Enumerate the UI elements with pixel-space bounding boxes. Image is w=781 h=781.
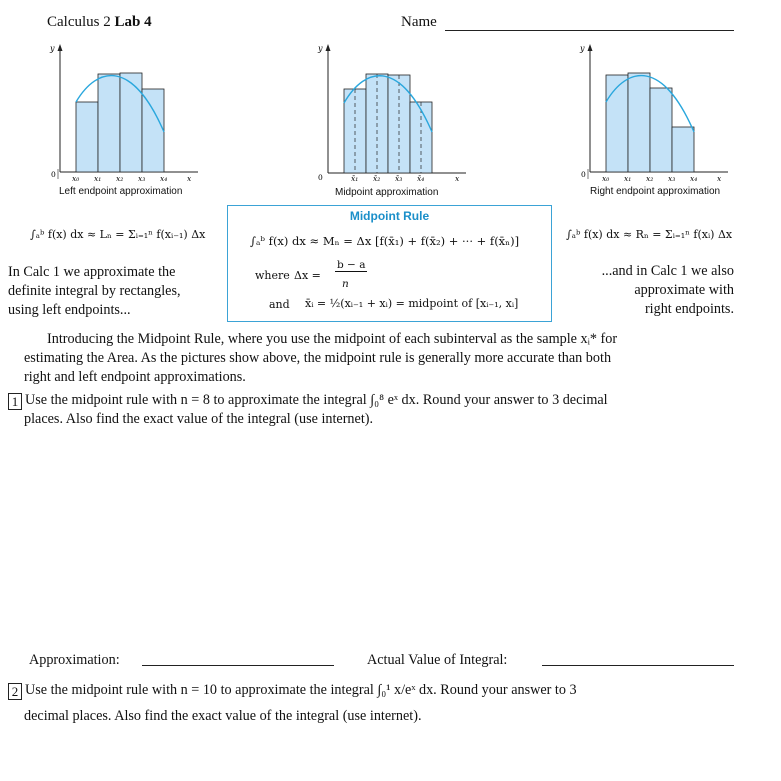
approximation-field[interactable] <box>142 665 334 666</box>
midpoint-graph <box>306 40 476 185</box>
y-axis-arrow <box>588 44 593 51</box>
right-tick-1: x₁ <box>624 174 632 183</box>
lab-title: Lab 4 <box>114 14 152 30</box>
right-note-line-3: right endpoints. <box>644 301 734 317</box>
right-rect-3 <box>650 88 672 172</box>
left-note-line-1: In Calc 1 we approximate the <box>8 264 176 280</box>
right-rect-2 <box>628 73 650 172</box>
mid-tick-x: x <box>455 174 460 183</box>
delta-x-label: Δx = <box>294 269 321 282</box>
right-rect-4 <box>672 127 694 172</box>
left-tick-3: x₃ <box>138 174 146 183</box>
delta-x-numerator: b − a <box>337 259 366 271</box>
right-note <box>560 262 734 319</box>
intro-paragraph <box>24 330 736 387</box>
left-tick-0: x₀ <box>72 174 80 183</box>
problem-1-number: 1 <box>8 393 22 410</box>
problem-2-line-1 <box>8 677 738 703</box>
left-caption: Left endpoint approximation <box>59 186 183 197</box>
midpoint-formula: ∫ₐᵇ f(x) dx ≈ Mₙ = Δx [f(x̄₁) + f(x̄₂) + ··· + f(x̄ₙ)] <box>250 234 520 248</box>
actual-value-field[interactable] <box>542 665 734 666</box>
right-note-line-2: approximate with <box>634 282 734 298</box>
left-tick-4: x₄ <box>160 174 168 183</box>
problem-1-line-2: places. Also find the exact value of the integral (use internet). <box>24 411 374 427</box>
left-note <box>8 263 181 320</box>
origin-label: 0 <box>581 170 586 179</box>
left-rect-4 <box>142 89 164 172</box>
middle-caption: Midpoint approximation <box>335 187 439 198</box>
right-tick-0: x₀ <box>602 174 610 183</box>
left-tick-2: x₂ <box>116 174 124 183</box>
midpoint-rule-box <box>227 205 552 322</box>
right-rect-1 <box>606 75 628 172</box>
left-endpoint-graph <box>38 40 208 185</box>
name-field[interactable] <box>445 30 734 31</box>
right-tick-2: x₂ <box>646 174 654 183</box>
left-tick-1: x₁ <box>94 174 102 183</box>
delta-x-denominator: n <box>342 278 349 290</box>
problem-2-text: Use the midpoint rule with n = 10 to approximate the integral ∫₀¹ x/eˣ dx. Round your answer to 3 <box>25 682 577 698</box>
right-tick-x: x <box>717 174 722 183</box>
intro-line-2: estimating the Area. As the pictures show above, the midpoint rule is generally more accurate than both <box>24 350 612 366</box>
page-title <box>47 14 152 31</box>
origin-label: 0 <box>51 170 56 179</box>
intro-line-3: right and left endpoint approximations. <box>24 369 246 385</box>
mid-tick-1: x̄₁ <box>351 174 359 183</box>
and-label: and <box>269 298 290 311</box>
approximation-label: Approximation: <box>29 652 120 668</box>
y-axis-label: y <box>50 44 55 53</box>
name-label: Name <box>401 14 437 30</box>
mid-tick-2: x̄₂ <box>373 174 381 183</box>
left-note-line-2: definite integral by rectangles, <box>8 283 181 299</box>
problem-1-text: Use the midpoint rule with n = 8 to approximate the integral ∫₀⁸ eˣ dx. Round your answer to 3 decimal <box>25 392 608 408</box>
y-axis-label: y <box>318 44 323 53</box>
problem-2 <box>8 677 738 729</box>
problem-1-line-1 <box>8 391 738 410</box>
left-note-line-3: using left endpoints... <box>8 302 131 318</box>
right-tick-3: x₃ <box>668 174 676 183</box>
right-caption: Right endpoint approximation <box>590 186 721 197</box>
right-tick-4: x₄ <box>690 174 698 183</box>
problem-2-number: 2 <box>8 683 22 700</box>
course-title: Calculus 2 <box>47 14 111 30</box>
left-rect-3 <box>120 73 142 172</box>
midpoint-rule-title: Midpoint Rule <box>349 209 430 223</box>
actual-value-label: Actual Value of Integral: <box>367 652 508 668</box>
midpoint-definition: x̄ᵢ = ½(xᵢ₋₁ + xᵢ) = midpoint of [xᵢ₋₁, xᵢ] <box>305 297 519 310</box>
problem-2-line-2: decimal places. Also find the exact value of the integral (use internet). <box>24 708 422 724</box>
y-axis-label: y <box>580 44 585 53</box>
left-tick-x: x <box>187 174 192 183</box>
right-endpoint-formula: ∫ₐᵇ f(x) dx ≈ Rₙ = Σᵢ₌₁ⁿ f(xᵢ) Δx <box>566 228 733 241</box>
right-note-line-1: ...and in Calc 1 we also <box>601 263 734 279</box>
left-rect-1 <box>76 102 98 172</box>
mid-tick-3: x̄₃ <box>395 174 403 183</box>
mid-tick-4: x̄₄ <box>417 174 425 183</box>
problem-1 <box>8 391 738 429</box>
intro-line-1: Introducing the Midpoint Rule, where you use the midpoint of each subinterval as the sample xᵢ* for <box>47 331 618 347</box>
origin-label: 0 <box>318 173 323 182</box>
where-label: where <box>255 269 290 282</box>
right-endpoint-graph <box>568 40 738 185</box>
left-rect-2 <box>98 74 120 172</box>
y-axis-arrow <box>58 44 63 51</box>
y-axis-arrow <box>326 44 331 51</box>
left-endpoint-formula: ∫ₐᵇ f(x) dx ≈ Lₙ = Σᵢ₌₁ⁿ f(xᵢ₋₁) Δx <box>30 228 206 241</box>
